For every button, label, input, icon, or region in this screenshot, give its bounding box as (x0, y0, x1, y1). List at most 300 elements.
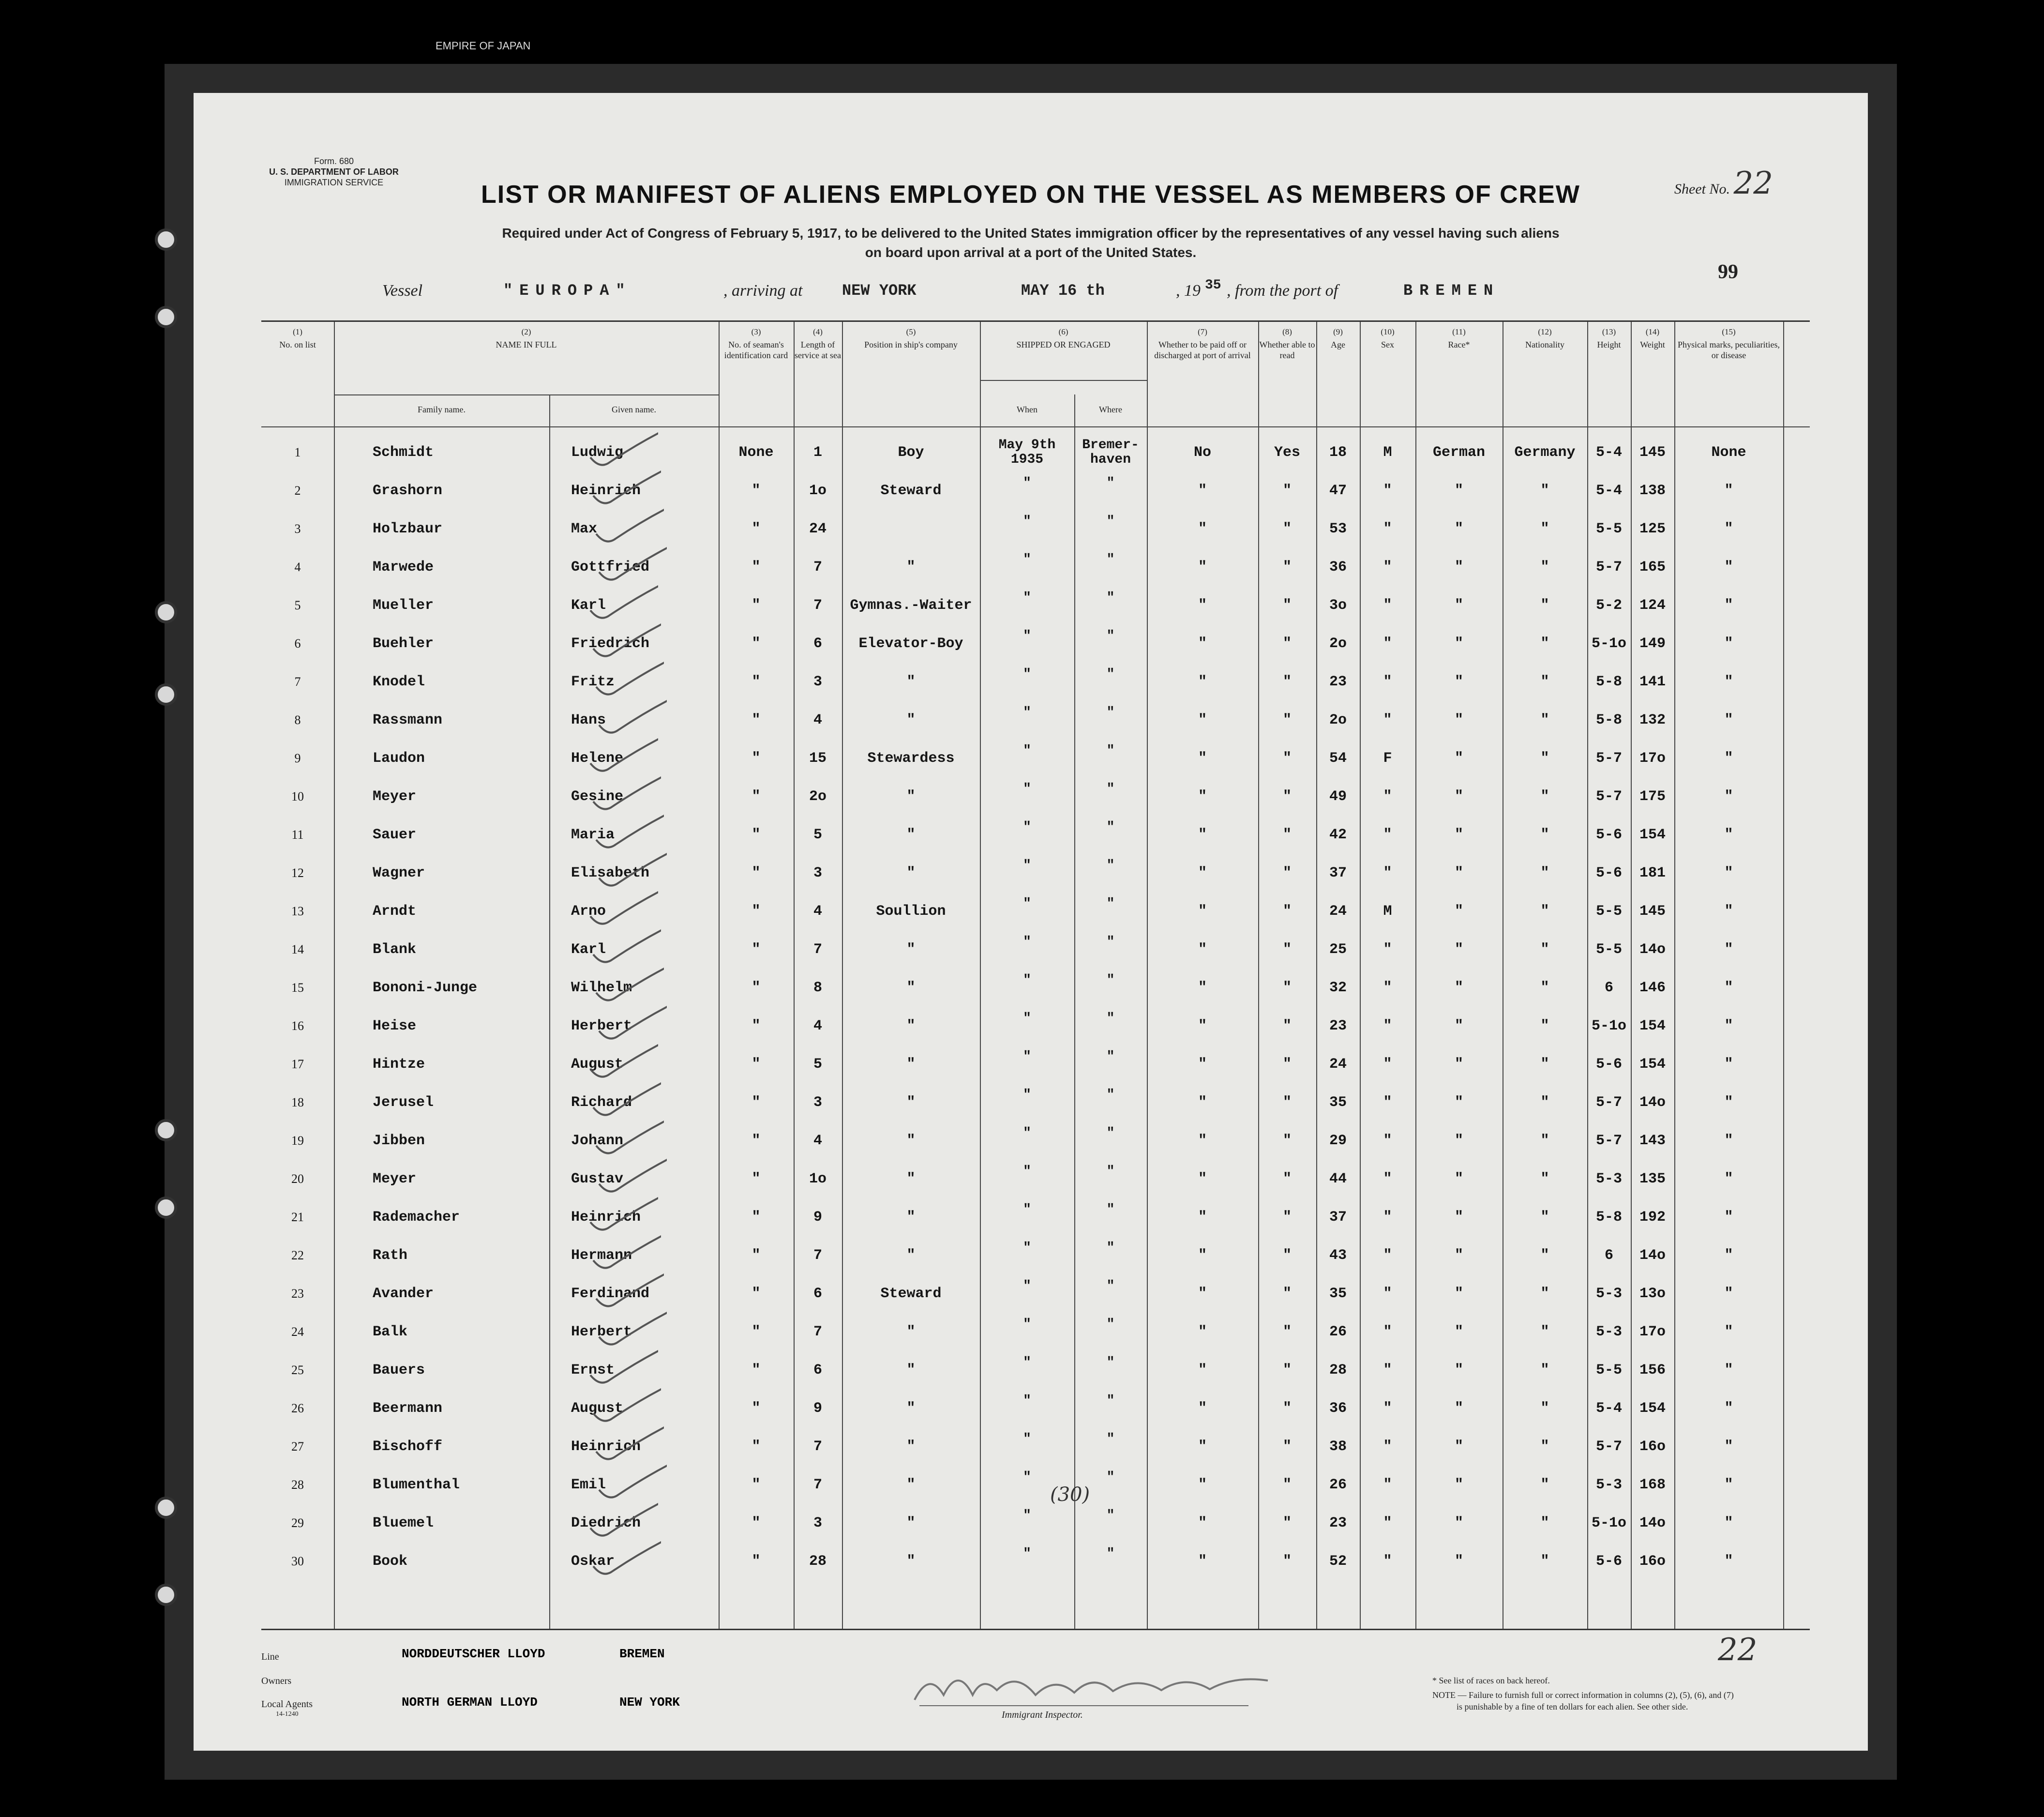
cell-marks: " (1724, 980, 1733, 996)
cell-nationality: " (1540, 1133, 1549, 1149)
cell-family: Blank (373, 941, 417, 958)
table-row (261, 1394, 1810, 1432)
cell-card: " (751, 941, 761, 958)
cell-when: " (1023, 1317, 1031, 1332)
cell-age: 23 (1329, 674, 1347, 690)
manifest-footer (261, 1632, 1810, 1739)
cell-marks: " (1724, 1400, 1733, 1417)
cell-no: 17 (291, 1057, 304, 1071)
cell-no: 16 (291, 1019, 304, 1033)
cell-service: 7 (813, 597, 822, 614)
cell-position: " (906, 1477, 916, 1493)
cell-marks: " (1724, 750, 1733, 767)
cell-position: " (906, 1324, 916, 1340)
cell-given: August (571, 1056, 624, 1073)
cell-race: " (1454, 1324, 1463, 1340)
cell-when: " (1023, 1241, 1031, 1256)
cell-sex: " (1383, 1171, 1392, 1187)
cell-service: 3 (813, 865, 822, 881)
cell-no: 6 (294, 636, 301, 651)
cell-given: Ludwig (571, 444, 624, 461)
cell-service: 15 (809, 750, 827, 767)
check-mark-icon (584, 1379, 661, 1423)
cell-read: " (1282, 941, 1292, 958)
col-header-paid: (7) Whether to be paid off or discharged at port of arrival (1154, 327, 1251, 360)
binder-hole (155, 683, 177, 706)
cell-where: " (1106, 1432, 1115, 1447)
cell-where: " (1106, 858, 1115, 873)
cell-weight: 17o (1639, 750, 1666, 767)
table-row (261, 782, 1810, 820)
cell-position: " (906, 865, 916, 881)
cell-family: Laudon (373, 750, 425, 767)
cell-position: " (906, 980, 916, 996)
cell-race: " (1454, 1247, 1463, 1264)
cell-weight: 154 (1639, 1018, 1666, 1034)
cell-no: 12 (291, 866, 304, 880)
cell-given: Max (571, 521, 598, 537)
check-mark-icon (581, 1188, 658, 1232)
cell-paid: " (1198, 980, 1207, 996)
cell-nationality: " (1540, 521, 1549, 537)
cell-read: " (1282, 788, 1292, 805)
cell-height: 5-7 (1595, 750, 1622, 767)
cell-no: 11 (291, 828, 304, 842)
cell-sex: " (1383, 827, 1392, 843)
cell-no: 18 (291, 1095, 304, 1109)
cell-weight: 17o (1639, 1324, 1666, 1340)
cell-when: " (1023, 1202, 1031, 1217)
cell-card: " (751, 750, 761, 767)
col-header-when: When (1017, 405, 1037, 414)
cell-position: Steward (880, 1286, 942, 1302)
cell-sex: M (1383, 444, 1392, 461)
cell-given: Arno (571, 903, 606, 920)
cell-card: " (751, 1553, 761, 1570)
cell-read: " (1282, 1018, 1292, 1034)
cell-card: " (751, 636, 761, 652)
cell-when: " (1023, 973, 1031, 988)
cell-position: Steward (880, 483, 942, 499)
cell-card: " (751, 1362, 761, 1378)
cell-race: " (1454, 636, 1463, 652)
col-header-name: (2) NAME IN FULL (496, 327, 557, 349)
cell-height: 5-1o (1591, 1018, 1626, 1034)
cell-position: " (906, 1056, 916, 1073)
check-mark-icon (581, 1035, 658, 1079)
cell-where: " (1106, 1202, 1115, 1217)
cell-paid: " (1198, 1056, 1207, 1073)
cell-sex: " (1383, 1056, 1392, 1073)
cell-nationality: " (1540, 712, 1549, 728)
cell-weight: 16o (1639, 1438, 1666, 1455)
cell-weight: 14o (1639, 1247, 1666, 1264)
check-mark-icon (581, 1341, 658, 1385)
cell-position: " (906, 1553, 916, 1570)
cell-family: Wagner (373, 865, 425, 881)
year-prefix: , 19 (1176, 282, 1201, 300)
cell-age: 54 (1329, 750, 1347, 767)
cell-service: 9 (813, 1209, 822, 1226)
cell-nationality: " (1540, 597, 1549, 614)
cell-given: Johann (571, 1133, 624, 1149)
cell-paid: " (1198, 712, 1207, 728)
cell-race: " (1454, 1515, 1463, 1531)
cell-no: 25 (291, 1363, 304, 1377)
note-line-2: is punishable by a fine of ten dollars for each alien. See other side. (1457, 1702, 1688, 1711)
total-count: (30) (1050, 1484, 1090, 1506)
agents-form-number: 14-1240 (276, 1711, 299, 1718)
cell-race: " (1454, 1477, 1463, 1493)
cell-card: " (751, 559, 761, 575)
cell-read: " (1282, 483, 1292, 499)
cell-age: 25 (1329, 941, 1347, 958)
arrival-date: MAY 16 th (1021, 282, 1105, 300)
table-row (261, 1126, 1810, 1165)
cell-weight: 132 (1639, 712, 1666, 728)
check-mark-icon (589, 538, 667, 582)
cell-weight: 135 (1639, 1171, 1666, 1187)
cell-service: 7 (813, 1438, 822, 1455)
cell-family: Holzbaur (373, 521, 443, 537)
cell-family: Beermann (373, 1400, 443, 1417)
cell-card: " (751, 788, 761, 805)
cell-read: " (1282, 980, 1292, 996)
cell-given: Hermann (571, 1247, 632, 1264)
check-mark-icon (586, 653, 664, 697)
cell-no: 30 (291, 1554, 304, 1568)
cell-read: " (1282, 827, 1292, 843)
cell-marks: " (1724, 1171, 1733, 1187)
cell-given: Diedrich (571, 1515, 641, 1531)
cell-read: " (1282, 1438, 1292, 1455)
cell-where: " (1106, 1317, 1115, 1332)
page-title: LIST OR MANIFEST OF ALIENS EMPLOYED ON THE VESSEL AS MEMBERS OF CREW (481, 181, 1580, 209)
cell-marks: " (1724, 1362, 1733, 1378)
cell-card: " (751, 1286, 761, 1302)
note-line-1: NOTE — Failure to furnish full or correct information in columns (2), (5), (6), and (7) (1432, 1690, 1734, 1700)
cell-weight: 146 (1639, 980, 1666, 996)
cell-no: 21 (291, 1210, 304, 1224)
cell-family: Marwede (373, 559, 434, 575)
cell-age: 24 (1329, 1056, 1347, 1073)
cell-weight: 143 (1639, 1133, 1666, 1149)
cell-service: 6 (813, 1286, 822, 1302)
cell-when: " (1023, 782, 1031, 797)
cell-race: " (1454, 1171, 1463, 1187)
line-value: NORDDEUTSCHER LLOYD (402, 1647, 545, 1661)
cell-age: 37 (1329, 1209, 1347, 1226)
cell-family: Meyer (373, 788, 417, 805)
table-row (261, 1241, 1810, 1279)
cell-no: 14 (291, 942, 304, 956)
cell-height: 5-3 (1595, 1477, 1622, 1493)
cell-sex: " (1383, 1133, 1392, 1149)
cell-family: Blumenthal (373, 1477, 460, 1493)
page-subtitle (436, 224, 1626, 262)
cell-nationality: " (1540, 1056, 1549, 1073)
cell-card: None (738, 444, 774, 461)
cell-given: Fritz (571, 674, 615, 690)
cell-height: 5-7 (1595, 1094, 1622, 1111)
cell-given: Ernst (571, 1362, 615, 1378)
cell-position: Soullion (876, 903, 946, 920)
cell-when: " (1023, 1546, 1031, 1561)
cell-service: 7 (813, 1477, 822, 1493)
table-row (261, 1012, 1810, 1050)
cell-when: " (1023, 705, 1031, 720)
cell-read: " (1282, 1286, 1292, 1302)
cell-when: " (1023, 1279, 1031, 1294)
cell-height: 5-2 (1595, 597, 1622, 614)
cell-height: 5-5 (1595, 903, 1622, 920)
table-row (261, 1509, 1810, 1547)
cell-card: " (751, 521, 761, 537)
cell-height: 6 (1604, 1247, 1613, 1264)
table-row (261, 973, 1810, 1012)
cell-where: " (1106, 476, 1115, 491)
cell-service: 4 (813, 712, 822, 728)
check-mark-icon (586, 959, 664, 1002)
cell-weight: 154 (1639, 827, 1666, 843)
cell-position: " (906, 712, 916, 728)
cell-service: 8 (813, 980, 822, 996)
cell-card: " (751, 483, 761, 499)
cell-nationality: " (1540, 903, 1549, 920)
cell-where: " (1106, 591, 1115, 606)
agents-value: NORTH GERMAN LLOYD (402, 1695, 538, 1710)
col-header-weight: (14) Weight (1640, 327, 1665, 349)
table-row (261, 553, 1810, 591)
cell-nationality: " (1540, 1209, 1549, 1226)
cell-race: " (1454, 980, 1463, 996)
cell-no: 4 (294, 560, 301, 574)
cell-weight: 175 (1639, 788, 1666, 805)
cell-no: 5 (294, 598, 301, 612)
cell-nationality: " (1540, 1515, 1549, 1531)
cell-when: " (1023, 935, 1031, 950)
cell-race: German (1432, 444, 1486, 461)
handwritten-page-number: 22 (1718, 1632, 1758, 1668)
cell-service: 4 (813, 1133, 822, 1149)
check-mark-icon (581, 576, 658, 620)
cell-when: " (1023, 743, 1031, 758)
cell-sex: " (1383, 788, 1392, 805)
table-row (261, 1470, 1810, 1509)
cell-marks: " (1724, 1515, 1733, 1531)
from-port: BREMEN (1403, 282, 1500, 300)
cell-weight: 156 (1639, 1362, 1666, 1378)
cell-paid: " (1198, 788, 1207, 805)
cell-card: " (751, 1018, 761, 1034)
col-header-read: (8) Whether able to read (1259, 327, 1315, 360)
cell-age: 2o (1329, 636, 1347, 652)
cell-nationality: " (1540, 674, 1549, 690)
table-row (261, 629, 1810, 667)
cell-nationality: " (1540, 1477, 1549, 1493)
cell-age: 47 (1329, 483, 1347, 499)
col-header-marks: (15) Physical marks, peculiarities, or disease (1678, 327, 1780, 360)
check-mark-icon (584, 768, 661, 811)
cell-height: 5-3 (1595, 1286, 1622, 1302)
header-divider (261, 426, 1810, 427)
cell-race: " (1454, 827, 1463, 843)
cell-where: " (1106, 1393, 1115, 1408)
cell-age: 32 (1329, 980, 1347, 996)
cell-no: 1 (294, 445, 301, 459)
cell-race: " (1454, 903, 1463, 920)
cell-nationality: " (1540, 1171, 1549, 1187)
cell-paid: " (1198, 1362, 1207, 1378)
cell-height: 5-6 (1595, 1553, 1622, 1570)
cell-nationality: " (1540, 483, 1549, 499)
cell-where: " (1106, 973, 1115, 988)
cell-service: 6 (813, 636, 822, 652)
cell-age: 43 (1329, 1247, 1347, 1264)
cell-read: " (1282, 559, 1292, 575)
cell-height: 5-4 (1595, 444, 1622, 461)
cell-given: Karl (571, 597, 606, 614)
check-mark-icon (581, 729, 658, 773)
cell-card: " (751, 1133, 761, 1149)
cell-age: 35 (1329, 1286, 1347, 1302)
cell-family: Rath (373, 1247, 408, 1264)
cell-family: Jibben (373, 1133, 425, 1149)
cell-family: Sauer (373, 827, 417, 843)
col-header-card: (3) No. of seaman's identification card (724, 327, 788, 360)
cell-marks: " (1724, 597, 1733, 614)
cell-read: " (1282, 1171, 1292, 1187)
cell-age: 42 (1329, 827, 1347, 843)
cell-family: Book (373, 1553, 408, 1570)
vessel-label: Vessel (382, 282, 423, 300)
check-mark-icon (584, 1226, 661, 1270)
cell-where: " (1106, 1049, 1115, 1064)
cell-height: 5-4 (1595, 1400, 1622, 1417)
cell-card: " (751, 1400, 761, 1417)
cell-position: Boy (898, 444, 924, 461)
cell-card: " (751, 1209, 761, 1226)
cell-card: " (751, 597, 761, 614)
cell-card: " (751, 1094, 761, 1111)
cell-when: " (1023, 820, 1031, 835)
cell-paid: " (1198, 1171, 1207, 1187)
cell-family: Bluemel (373, 1515, 434, 1531)
cell-race: " (1454, 788, 1463, 805)
cell-marks: " (1724, 1553, 1733, 1570)
check-mark-icon (589, 997, 667, 1041)
cell-paid: " (1198, 750, 1207, 767)
cell-marks: " (1724, 1209, 1733, 1226)
col-header-position: (5) Position in ship's company (864, 327, 958, 349)
cell-given: Heinrich (571, 1438, 641, 1455)
check-mark-icon (584, 921, 661, 964)
cell-nationality: " (1540, 1553, 1549, 1570)
check-mark-icon (586, 1112, 664, 1155)
cell-marks: " (1724, 521, 1733, 537)
cell-marks: " (1724, 941, 1733, 958)
cell-age: 52 (1329, 1553, 1347, 1570)
cell-nationality: " (1540, 980, 1549, 996)
cell-sex: " (1383, 1400, 1392, 1417)
cell-when: " (1023, 1355, 1031, 1370)
cell-height: 5-8 (1595, 674, 1622, 690)
check-mark-icon (584, 615, 661, 658)
cell-weight: 154 (1639, 1056, 1666, 1073)
col-header-given: Given name. (612, 405, 656, 414)
cell-height: 5-1o (1591, 1515, 1626, 1531)
cell-paid: " (1198, 1477, 1207, 1493)
cell-read: " (1282, 1515, 1292, 1531)
cell-position: Elevator-Boy (858, 636, 963, 652)
table-row (261, 591, 1810, 629)
cell-marks: " (1724, 1286, 1733, 1302)
cell-family: Bischoff (373, 1438, 443, 1455)
cell-where: " (1106, 1241, 1115, 1256)
cell-nationality: " (1540, 1286, 1549, 1302)
cell-service: 1 (813, 444, 822, 461)
check-mark-icon (581, 882, 658, 926)
cell-where: " (1106, 896, 1115, 911)
check-mark-icon (589, 1303, 667, 1347)
vessel-name: "EUROPA" (503, 282, 632, 300)
cell-marks: " (1724, 559, 1733, 575)
cell-where: " (1106, 1011, 1115, 1026)
cell-paid: " (1198, 1018, 1207, 1034)
cell-age: 36 (1329, 1400, 1347, 1417)
cell-marks: None (1711, 444, 1746, 461)
cell-position: Stewardess (867, 750, 955, 767)
cell-read: " (1282, 636, 1292, 652)
table-row (261, 476, 1810, 515)
cell-family: Bononi-Junge (373, 980, 478, 996)
col-header-service: (4) Length of service at sea (795, 327, 841, 360)
check-mark-icon (584, 1074, 661, 1117)
cell-service: 3 (813, 674, 822, 690)
cell-marks: " (1724, 1056, 1733, 1073)
cell-no: 19 (291, 1134, 304, 1148)
cell-sex: " (1383, 941, 1392, 958)
cell-family: Bauers (373, 1362, 425, 1378)
owners-label: Owners (261, 1676, 292, 1686)
cell-race: " (1454, 1438, 1463, 1455)
cell-race: " (1454, 1286, 1463, 1302)
sheet-number (1674, 166, 1849, 201)
cell-height: 5-8 (1595, 1209, 1622, 1226)
cell-height: 5-7 (1595, 1133, 1622, 1149)
table-row (261, 1356, 1810, 1394)
table-row (261, 667, 1810, 706)
cell-no: 24 (291, 1325, 304, 1339)
cell-marks: " (1724, 483, 1733, 499)
cell-card: " (751, 1247, 761, 1264)
table-row (261, 744, 1810, 782)
cell-paid: " (1198, 1247, 1207, 1264)
cell-height: 5-7 (1595, 788, 1622, 805)
check-mark-icon (589, 844, 667, 888)
cell-no: 20 (291, 1172, 304, 1186)
cell-where: " (1106, 935, 1115, 950)
cell-no: 15 (291, 981, 304, 995)
cell-no: 3 (294, 522, 301, 536)
cell-weight: 141 (1639, 674, 1666, 690)
cell-height: 5-3 (1595, 1324, 1622, 1340)
cell-age: 26 (1329, 1324, 1347, 1340)
cell-card: " (751, 1056, 761, 1073)
cell-weight: 192 (1639, 1209, 1666, 1226)
cell-height: 5-6 (1595, 865, 1622, 881)
race-note: * See list of races on back hereof. (1432, 1676, 1550, 1685)
